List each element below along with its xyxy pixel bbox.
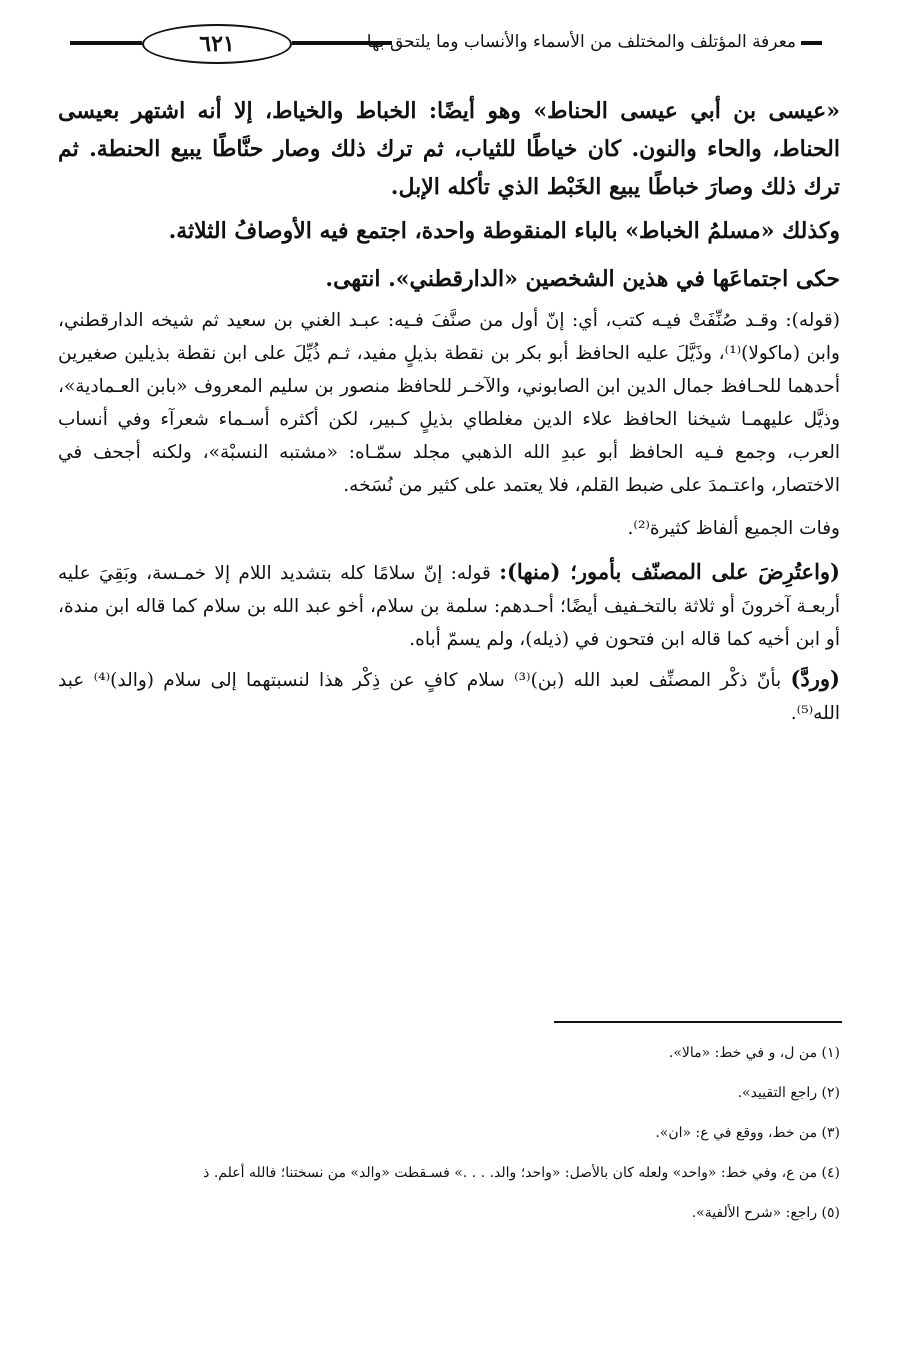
paragraph-3: حكى اجتماعَها في هذين الشخصين «الدارقطني». انتهى. xyxy=(325,266,840,292)
running-title: معرفة المؤتلف والمختلف من الأسماء والأنساب وما يلتحق بها xyxy=(366,32,796,52)
paragraph-1: «عيسى بن أبي عيسى الحناط» وهو أيضًا: الخباط والخياط، إلا أنه اشتهر بعيسى الحناط، والحاء والنون. كان خياطًا للثياب، ثم ترك ذلك وصار حنَّاطًا يبيع الحنطة. ثم ترك ذلك وصارَ خباطًا يبيع الخَبْط الذي تأكله الإبل. xyxy=(58,98,840,200)
paragraph-7 xyxy=(58,662,840,730)
paragraph-6 xyxy=(58,555,840,656)
header-rule-right xyxy=(801,41,822,45)
paragraph-5: وفات الجميع ألفاظ كثيرة⁽²⁾. xyxy=(627,518,840,539)
paragraph-7-lead: (وردَّ) xyxy=(790,666,840,691)
footnote-1: (١) من ل، و في خط: «مالا». xyxy=(668,1045,840,1061)
paragraph-4: (قوله): وقـد صُنِّفَتْ فيـه كتب، أي: إنّ أول من صنَّفَ فـيه: عبـد الغني بن سعيد ثم شيخه الدارقطني، وابن (ماكولا)⁽¹⁾، وذَيَّلَ عليه الحافظ أبو بكر بن نقطة بذيلٍ مفيد، ثـم ذُيِّلَ على ابن نقطة بذيلين صغيرين أحدهما للحـافظ جمال الدين ابن الصابوني، والآخـر للحافظ منصور بن سليم المعروف «بابن العـمادية»، وذيَّل عليهمـا شيخنا الحافظ علاء الدين مغلطاي بذيلٍ كـبير، لكن أكثره أسـماء شعرآء وفي أنساب العرب، وجمع فـيه الحافظ أبو عبدِ الله الذهبي مجلد سمّـاه: «مشتبه النسبْة»، ولكنه أجحف في الاختصار، واعتـمدَ على ضبط القلم، فلا يعتمد على كثير من نُسَخه. xyxy=(58,310,840,496)
footnote-4: (٤) من ع، وفي خط: «واحد» ولعله كان بالأصل: «واحد؛ والد. . . .» فسـقطت «والد» من نسختنا؛ فالله أعلم. ذ xyxy=(203,1165,840,1181)
footnote-5: (٥) راجع: «شرح الألفية». xyxy=(691,1205,840,1221)
header-rule-left xyxy=(70,41,142,45)
page-number-frame xyxy=(142,24,292,64)
paragraph-6-lead: (واعتُرِضَ على المصنّف بأمور؛ (منها): xyxy=(499,559,840,584)
running-header xyxy=(70,22,822,72)
footnote-3: (٣) من خط، ووقع في ع: «ان». xyxy=(655,1125,840,1141)
footnote-divider xyxy=(554,1021,842,1023)
page-number: ٦٢١ xyxy=(199,31,235,57)
paragraph-7-text: بأنّ ذكْر المصنِّف لعبد الله (بن)⁽³⁾ سلام كافٍ عن ذِكْر هذا لنسبتهما إلى سلام (والد)⁽⁴⁾ عبد الله⁽⁵⁾. xyxy=(58,670,840,724)
main-text xyxy=(58,92,840,730)
footnote-2: (٢) راجع التقييد». xyxy=(737,1085,840,1101)
paragraph-2: وكذلك «مسلمُ الخباط» بالباء المنقوطة واحدة، اجتمع فيه الأوصافُ الثلاثة. xyxy=(168,218,840,244)
footnotes xyxy=(58,1040,840,1240)
paragraph-6-text: قوله: إنّ سلامًا كله بتشديد اللام إلا خمـسة، وبَقِيَ عليه أربعـة آخرونَ أو ثلاثة بالتخـفيف أيضًا؛ أحـدهم: سلمة بن سلام، أخو عبد الله بن سلام كما قاله ابن مندة، أو ابن أخيه كما قاله ابن فتحون في (ذيله)، ولم يسمّ أباه. xyxy=(58,563,840,650)
